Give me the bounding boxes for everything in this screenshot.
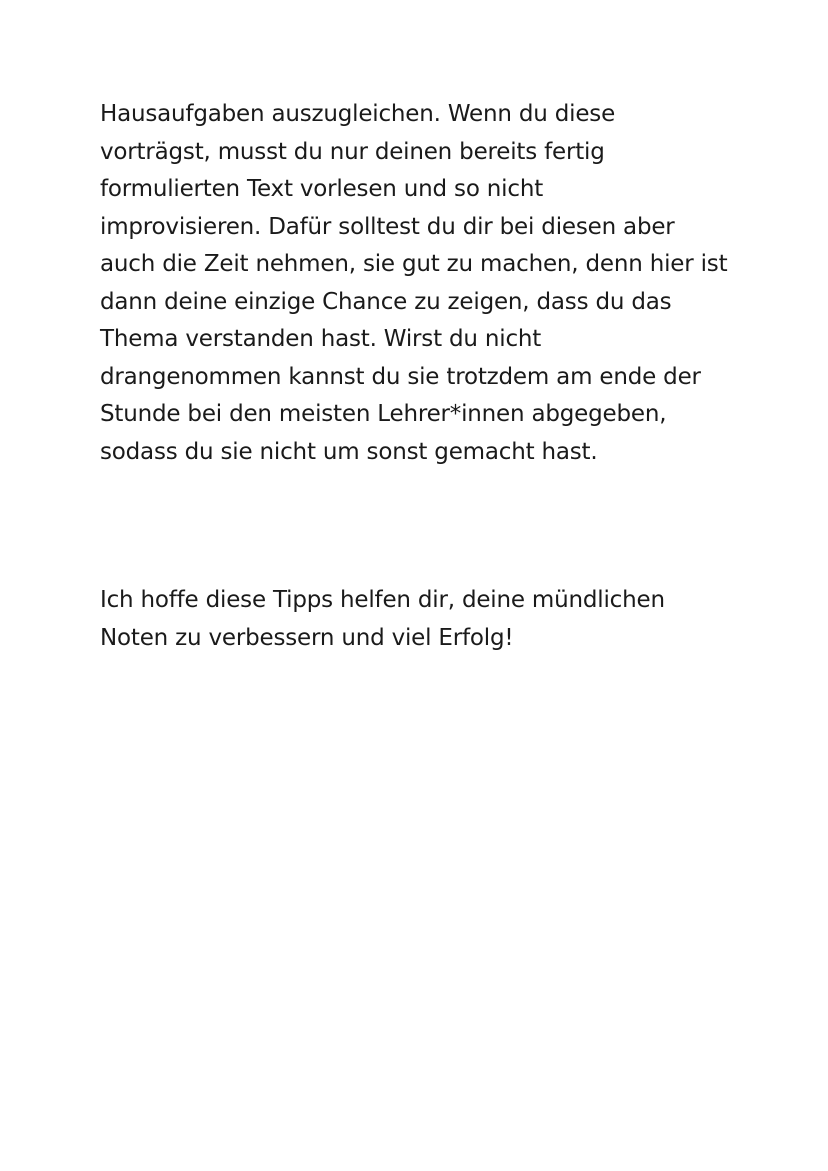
paragraph-line: Stunde bei den meisten Lehrer*innen abgegeben,	[100, 401, 667, 427]
paragraph-line: Thema verstanden hast. Wirst du nicht	[100, 326, 542, 352]
paragraph-line: sodass du sie nicht um sonst gemacht hast.	[100, 438, 598, 465]
paragraph-line: formulierten Text vorlesen und so nicht	[100, 176, 544, 202]
paragraph-line: Hausaufgaben auszugleichen. Wenn du diese	[100, 101, 616, 127]
paragraph-line: auch die Zeit nehmen, sie gut zu machen, denn hier ist	[100, 251, 728, 277]
paragraph-line: vorträgst, musst du nur deinen bereits fertig	[100, 138, 605, 165]
paragraph-line: improvisieren. Dafür solltest du dir bei diesen aber	[100, 213, 675, 240]
closing-paragraph	[100, 582, 760, 657]
paragraph-line: dann deine einzige Chance zu zeigen, dass du das	[100, 288, 672, 315]
paragraph-line: Noten zu verbessern und viel Erfolg!	[100, 624, 514, 651]
paragraph-line: Ich hoffe diese Tipps helfen dir, deine mündlichen	[100, 587, 665, 613]
paragraph-line: drangenommen kannst du sie trotzdem am ende der	[100, 363, 701, 390]
body-paragraph	[100, 96, 760, 471]
